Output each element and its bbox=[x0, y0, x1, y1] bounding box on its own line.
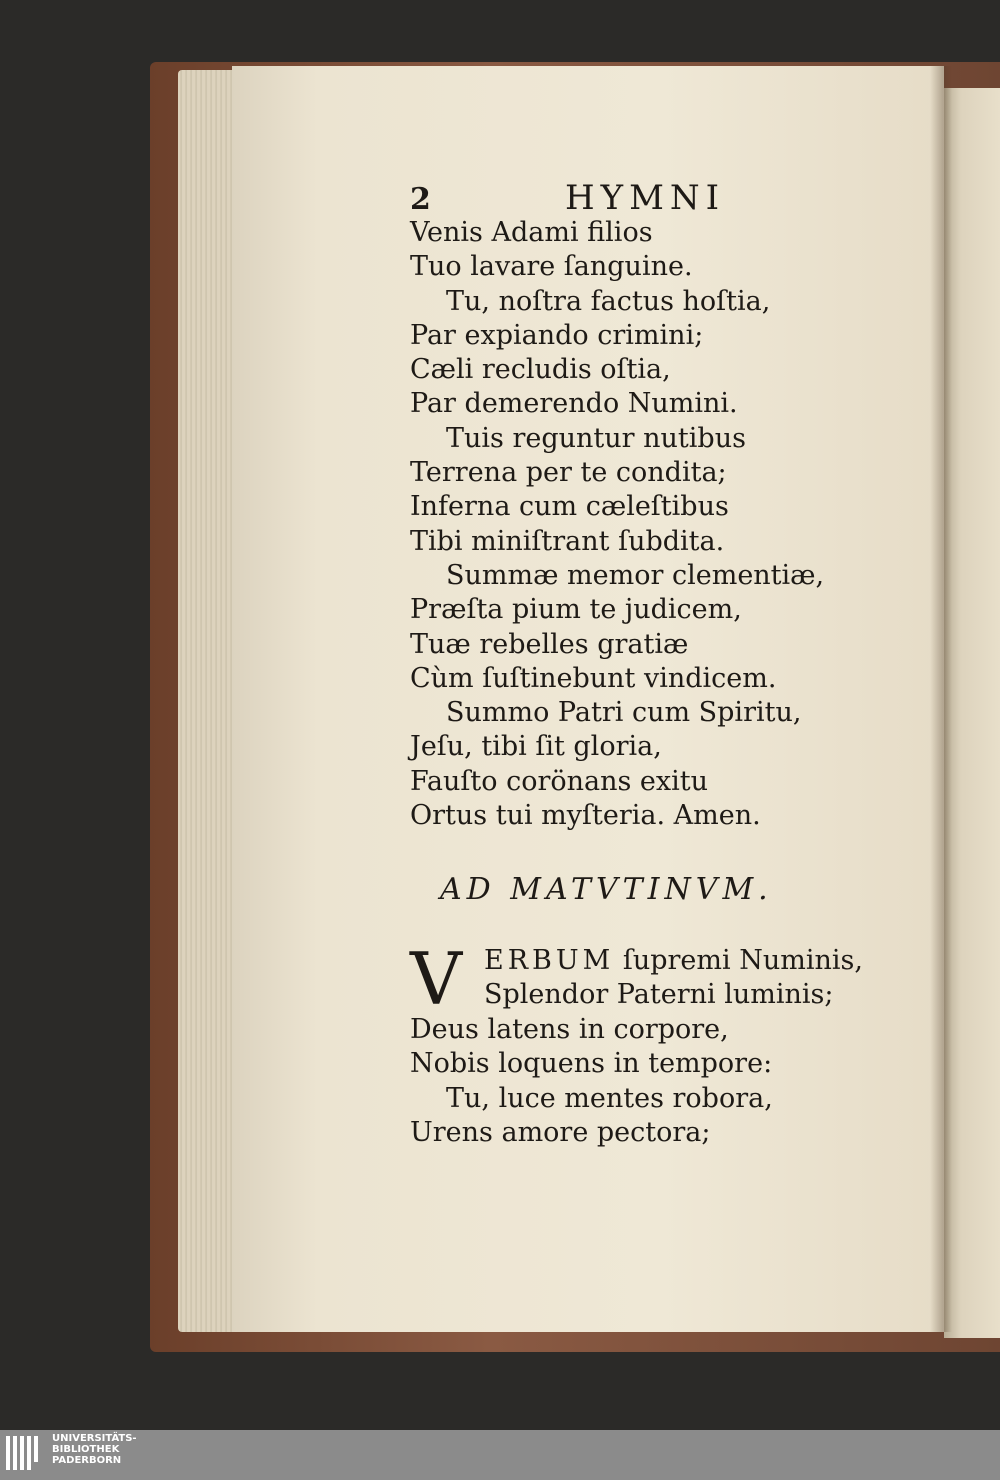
page-number: 2 bbox=[410, 182, 431, 217]
verse-line: Præſta pium te judicem, bbox=[410, 594, 742, 626]
verse-line: Terrena per te condita; bbox=[410, 457, 727, 489]
library-logo-icon bbox=[6, 1436, 44, 1474]
verse-line bbox=[484, 944, 863, 978]
library-logo-text bbox=[52, 1433, 137, 1466]
verse-line: Summo Patri cum Spiritu, bbox=[446, 697, 802, 729]
verse-line: Tuis reguntur nutibus bbox=[446, 422, 746, 454]
verse-line: Cùm ſuſtinebunt vindicem. bbox=[410, 662, 777, 694]
hymn-verse bbox=[410, 216, 930, 833]
book-gutter bbox=[930, 66, 952, 1332]
page-edges bbox=[178, 70, 238, 1332]
logo-line: BIBLIOTHEK bbox=[52, 1444, 120, 1455]
first-line-rest: ſupremi Numinis, bbox=[614, 945, 863, 976]
library-footer bbox=[0, 1430, 1000, 1480]
verse-line: Ortus tui myſteria. Amen. bbox=[410, 800, 761, 832]
verse-line: Urens amore pectora; bbox=[410, 1116, 711, 1148]
facing-page bbox=[944, 88, 1000, 1338]
verse-line: Tuæ rebelles gratiæ bbox=[410, 628, 689, 660]
logo-line: PADERBORN bbox=[52, 1455, 122, 1466]
drop-capital: V bbox=[410, 937, 462, 1021]
running-head: HYMNI bbox=[565, 178, 726, 218]
verse-line: Nobis loquens in tempore: bbox=[410, 1048, 773, 1080]
verse-line: Splendor Paterni luminis; bbox=[484, 979, 834, 1011]
verse-line: Par demerendo Numini. bbox=[410, 388, 738, 420]
verse-line: Tu, luce mentes robora, bbox=[446, 1082, 773, 1114]
verse-line: Tibi miniſtrant ſubdita. bbox=[410, 525, 725, 557]
verse-line: Tuo lavare ſanguine. bbox=[410, 251, 693, 283]
verse-line: Deus latens in corpore, bbox=[410, 1014, 729, 1045]
verse-line: Par expiando crimini; bbox=[410, 319, 704, 351]
verse-line: Summæ memor clementiæ, bbox=[446, 559, 825, 591]
verse-line: Jeſu, tibi ſit gloria, bbox=[410, 731, 662, 763]
section-title: AD MATVTINVM. bbox=[440, 872, 773, 907]
remaining-lines bbox=[410, 1013, 773, 1150]
verse-line: Tu, noſtra factus hoſtia, bbox=[446, 285, 771, 317]
verse-line: Inferna cum cæleſtibus bbox=[410, 491, 729, 523]
first-lines bbox=[484, 944, 863, 1013]
logo-line: UNIVERSITÄTS- bbox=[52, 1433, 137, 1444]
verse-line: Fauſto corönans exitu bbox=[410, 765, 709, 797]
verse-line: Venis Adami filios bbox=[410, 217, 653, 248]
first-word: ERBUM bbox=[484, 945, 615, 976]
verse-line: Cæli recludis oſtia, bbox=[410, 354, 671, 386]
